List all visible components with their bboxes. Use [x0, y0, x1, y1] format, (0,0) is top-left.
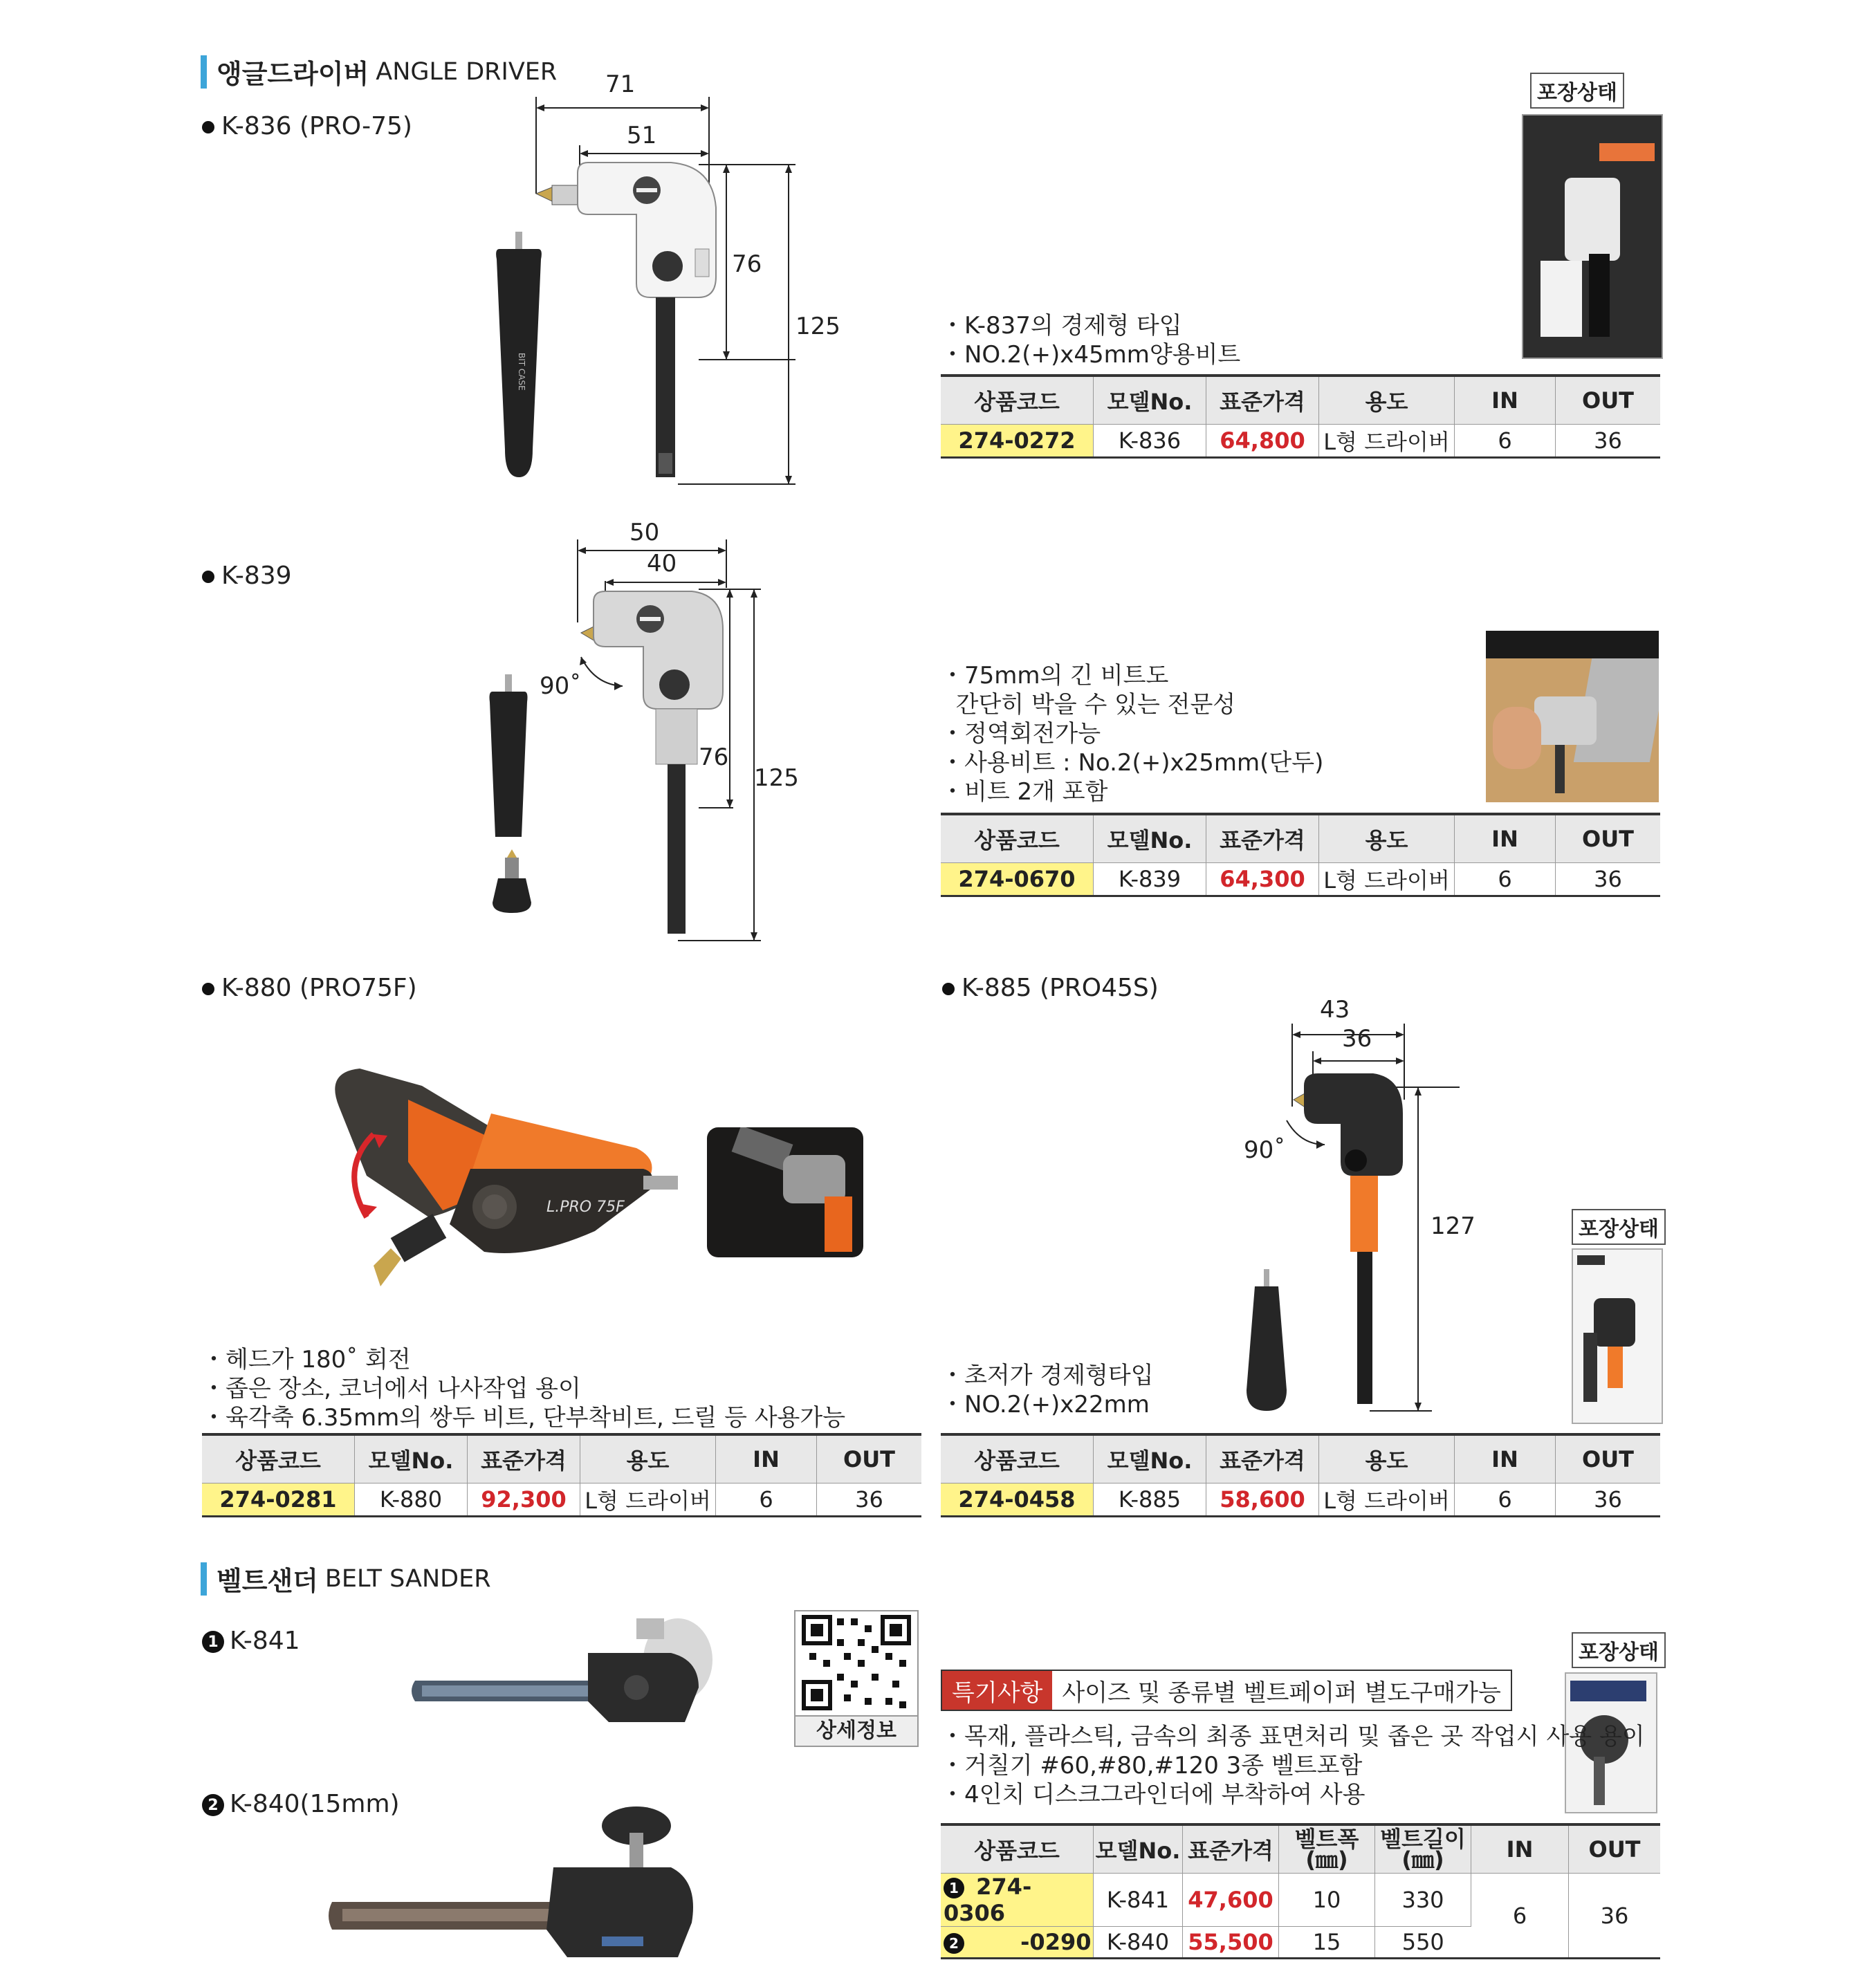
- cell-belt-length: 330: [1375, 1874, 1471, 1927]
- special-note-tag: 특기사항: [942, 1671, 1052, 1710]
- cell-code-value: -0290: [1020, 1929, 1092, 1955]
- table-row: [941, 1484, 1660, 1517]
- section-title-en: BELT SANDER: [324, 1564, 491, 1593]
- header-code: 상품코드: [941, 1434, 1094, 1484]
- table-row: [202, 1484, 921, 1517]
- notes-belt: [941, 1722, 1645, 1809]
- k880-product-image: [325, 1058, 685, 1300]
- header-price: 표준가격: [1183, 1824, 1279, 1874]
- bullet-dot-icon: [202, 121, 214, 133]
- number-badge-icon: 2: [202, 1794, 224, 1816]
- dim-k836-51: 51: [627, 122, 657, 149]
- header-out: OUT: [1556, 1434, 1661, 1484]
- dim-k836-125: 125: [796, 313, 840, 340]
- k880-usage-photo: [707, 1127, 863, 1257]
- header-price: 표준가격: [1206, 814, 1319, 863]
- header-use: 용도: [1319, 376, 1455, 425]
- dim-k885-36: 36: [1342, 1025, 1372, 1053]
- cell-code: [941, 1927, 1094, 1959]
- cell-code: [941, 1874, 1094, 1927]
- header-price: 표준가격: [1206, 376, 1319, 425]
- cell-belt-width: 15: [1279, 1927, 1375, 1959]
- cell-use: L형 드라이버: [1319, 863, 1455, 896]
- dim-k885-90: 90˚: [1244, 1136, 1286, 1164]
- model-k880: [202, 974, 417, 1002]
- note-line: ・거칠기 #60,#80,#120 3종 벨트포함: [941, 1752, 1363, 1780]
- notes-k885: [941, 1361, 1154, 1419]
- model-k836-label: K-836 (PRO-75): [221, 112, 412, 140]
- header-belt-length: 벨트길이 (㎜): [1375, 1824, 1471, 1874]
- header-model: 모델No.: [355, 1434, 468, 1484]
- cell-price: 58,600: [1206, 1484, 1319, 1517]
- note-line: ・사용비트 : No.2(+)x25mm(단두): [941, 749, 1324, 777]
- cell-code: 274-0670: [941, 863, 1094, 896]
- cell-model: K-839: [1094, 863, 1206, 896]
- header-out: OUT: [1569, 1824, 1661, 1874]
- bit-case-text: BIT CASE: [517, 353, 526, 391]
- section-title-bar: [201, 55, 207, 89]
- header-code: 상품코드: [202, 1434, 355, 1484]
- note-line: ・K-837의 경제형 타입: [941, 312, 1182, 340]
- table-row: [941, 863, 1660, 896]
- cell-out: 36: [1556, 1484, 1661, 1517]
- note-line: ・4인치 디스크그라인더에 부착하여 사용: [941, 1781, 1365, 1809]
- spec-table-k839: [941, 813, 1660, 897]
- note-line: ・육각축 6.35mm의 쌍두 비트, 단부착비트, 드릴 등 사용가능: [202, 1404, 846, 1432]
- cell-model: K-841: [1094, 1874, 1183, 1927]
- k880-product-text: L.PRO 75F: [546, 1199, 625, 1216]
- spec-table-k885: [941, 1433, 1660, 1517]
- note-line: ・정역회전가능: [941, 720, 1101, 748]
- cell-price: 92,300: [468, 1484, 580, 1517]
- cell-belt-length: 550: [1375, 1927, 1471, 1959]
- model-k839-label: K-839: [221, 562, 292, 590]
- k839-diagram: [450, 526, 837, 954]
- pack-label-belt: 포장상태: [1572, 1632, 1666, 1668]
- header-in: IN: [716, 1434, 817, 1484]
- cell-model: K-880: [355, 1484, 468, 1517]
- k841-product-image: [408, 1605, 726, 1743]
- cell-in: 6: [1455, 1484, 1556, 1517]
- cell-model: K-840: [1094, 1927, 1183, 1959]
- number-badge-icon: 1: [202, 1631, 224, 1653]
- section-title-belt-sander: [201, 1560, 491, 1598]
- section-title-en: ANGLE DRIVER: [376, 57, 558, 86]
- header-in: IN: [1455, 376, 1556, 425]
- cell-out: 36: [1569, 1874, 1661, 1959]
- dim-k839-50: 50: [629, 519, 660, 546]
- bullet-dot-icon: [202, 983, 214, 995]
- header-model: 모델No.: [1094, 1824, 1183, 1874]
- dim-k839-76: 76: [699, 743, 729, 771]
- dim-k839-40: 40: [647, 550, 677, 577]
- header-use: 용도: [1319, 814, 1455, 863]
- cell-use: L형 드라이버: [1319, 1484, 1455, 1517]
- note-line: 간단히 박을 수 있는 전문성: [941, 691, 1236, 719]
- header-code: 상품코드: [941, 814, 1094, 863]
- cell-in: 6: [1455, 425, 1556, 458]
- special-note-text: 사이즈 및 종류별 벨트페이퍼 별도구매가능: [1052, 1671, 1510, 1710]
- bullet-dot-icon: [202, 571, 214, 583]
- note-line: ・NO.2(+)x45mm양용비트: [941, 341, 1241, 369]
- k839-usage-photo: [1486, 631, 1659, 802]
- header-code: 상품코드: [941, 1824, 1094, 1874]
- cell-out: 36: [817, 1484, 922, 1517]
- spec-table-k836: [941, 374, 1660, 459]
- model-k880-label: K-880 (PRO75F): [221, 974, 417, 1002]
- header-in: IN: [1455, 814, 1556, 863]
- table-row: [941, 425, 1660, 458]
- k885-diagram: [1231, 996, 1522, 1425]
- notes-k836: [941, 311, 1240, 369]
- cell-code: 274-0272: [941, 425, 1094, 458]
- spec-table-k880: [202, 1433, 921, 1517]
- pack-label-k885: 포장상태: [1572, 1209, 1666, 1245]
- note-line: ・목재, 플라스틱, 금속의 최종 표면처리 및 좁은 곳 작업시 사용 용이: [941, 1723, 1645, 1750]
- section-title-bar: [201, 1562, 207, 1596]
- cell-price: 55,500: [1183, 1927, 1279, 1959]
- cell-code: 274-0281: [202, 1484, 355, 1517]
- qr-detail-label[interactable]: 상세정보: [794, 1715, 919, 1747]
- k836-package-image: [1522, 114, 1663, 359]
- cell-out: 36: [1556, 863, 1661, 896]
- header-code: 상품코드: [941, 376, 1094, 425]
- cell-model: K-885: [1094, 1484, 1206, 1517]
- model-k885: [942, 974, 1159, 1002]
- notes-k839: [941, 661, 1323, 806]
- header-out: OUT: [1556, 376, 1661, 425]
- bullet-dot-icon: [942, 983, 955, 995]
- header-price: 표준가격: [468, 1434, 580, 1484]
- cell-use: L형 드라이버: [580, 1484, 716, 1517]
- model-k840-label: K-840(15mm): [230, 1790, 400, 1818]
- cell-use: L형 드라이버: [1319, 425, 1455, 458]
- header-price: 표준가격: [1206, 1434, 1319, 1484]
- cell-in: 6: [1455, 863, 1556, 896]
- note-line: ・비트 2개 포함: [941, 778, 1108, 806]
- header-out: OUT: [817, 1434, 922, 1484]
- header-in: IN: [1471, 1824, 1569, 1874]
- cell-code: 274-0458: [941, 1484, 1094, 1517]
- dim-k839-90: 90˚: [540, 672, 582, 700]
- number-badge-icon: 1: [944, 1878, 964, 1898]
- cell-out: 36: [1556, 425, 1661, 458]
- cell-code-value: 274-0306: [944, 1874, 1032, 1926]
- cell-in: 6: [1471, 1874, 1569, 1959]
- note-line: ・75mm의 긴 비트도: [941, 662, 1169, 690]
- notes-k880: [202, 1345, 845, 1432]
- cell-price: 64,800: [1206, 425, 1319, 458]
- note-line: ・헤드가 180˚ 회전: [202, 1346, 411, 1374]
- cell-price: 64,300: [1206, 863, 1319, 896]
- section-title-ko: 앵글드라이버: [217, 59, 369, 89]
- spec-table-belt: [941, 1823, 1660, 1959]
- note-line: ・초저가 경제형타입: [941, 1362, 1154, 1389]
- section-title-ko: 벨트샌더: [217, 1566, 318, 1596]
- model-k836: [202, 112, 412, 140]
- note-line: ・좁은 장소, 코너에서 나사작업 용이: [202, 1375, 581, 1403]
- qr-code-icon[interactable]: [794, 1610, 919, 1717]
- k840-product-image: [325, 1784, 712, 1978]
- dim-k885-127: 127: [1431, 1212, 1475, 1240]
- pack-label-k836: 포장상태: [1530, 73, 1624, 109]
- header-model: 모델No.: [1094, 814, 1206, 863]
- header-belt-width: 벨트폭 (㎜): [1279, 1824, 1375, 1874]
- dim-k839-125: 125: [754, 764, 799, 792]
- header-use: 용도: [1319, 1434, 1455, 1484]
- header-use: 용도: [580, 1434, 716, 1484]
- cell-belt-width: 10: [1279, 1874, 1375, 1927]
- cell-in: 6: [716, 1484, 817, 1517]
- special-note: [941, 1670, 1512, 1711]
- dim-k885-43: 43: [1320, 996, 1350, 1024]
- cell-model: K-836: [1094, 425, 1206, 458]
- number-badge-icon: 2: [944, 1933, 964, 1954]
- header-in: IN: [1455, 1434, 1556, 1484]
- header-model: 모델No.: [1094, 376, 1206, 425]
- header-model: 모델No.: [1094, 1434, 1206, 1484]
- dim-k836-71: 71: [605, 71, 636, 98]
- model-k839: [202, 562, 292, 590]
- table-row: [941, 1874, 1660, 1927]
- k885-package-image: [1572, 1248, 1663, 1424]
- model-k841: [202, 1627, 300, 1655]
- model-k885-label: K-885 (PRO45S): [962, 974, 1159, 1002]
- header-out: OUT: [1556, 814, 1661, 863]
- model-k841-label: K-841: [230, 1627, 300, 1655]
- dim-k836-76: 76: [732, 250, 762, 278]
- note-line: ・NO.2(+)x22mm: [941, 1391, 1150, 1418]
- cell-price: 47,600: [1183, 1874, 1279, 1927]
